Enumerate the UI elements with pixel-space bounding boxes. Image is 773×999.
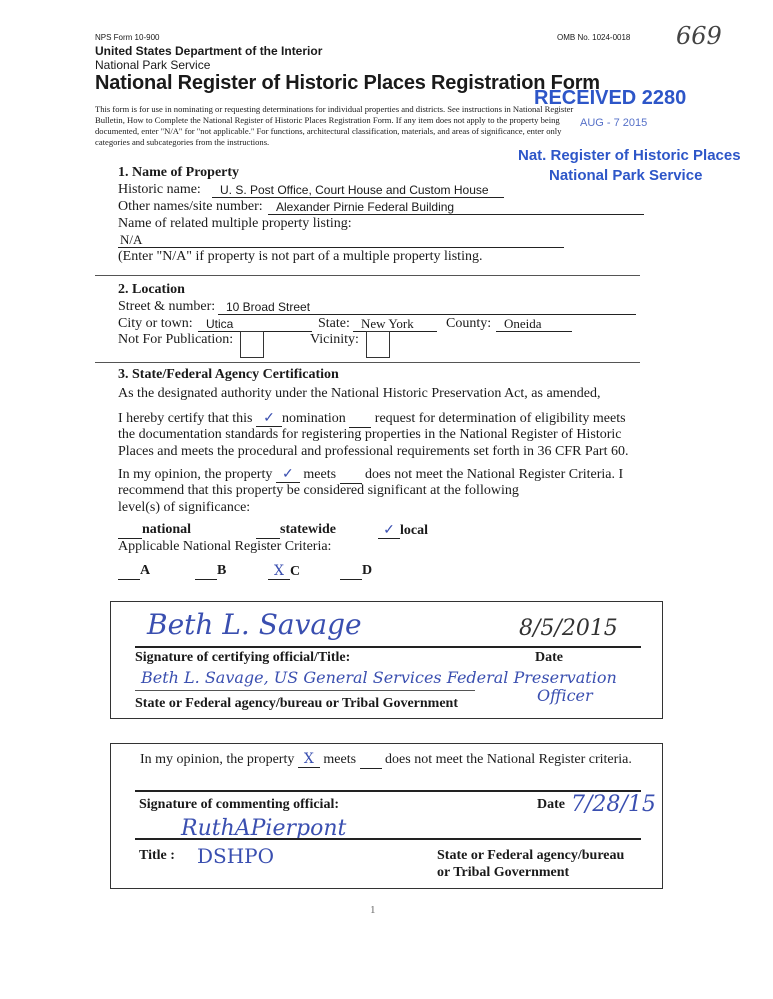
na-note: (Enter "N/A" if property is not part of a multiple property listing. bbox=[118, 249, 483, 264]
comment-opinion-text: In my opinion, the property bbox=[140, 752, 295, 767]
intro-line: Bulletin, How to Complete the National Register of Historic Places Registration Form. If any item does not apply to the property being bbox=[95, 115, 560, 125]
meets-text: meets bbox=[303, 467, 337, 482]
agency-name: National Park Service bbox=[95, 58, 211, 72]
street-label: Street & number: bbox=[118, 299, 216, 314]
title-line bbox=[135, 690, 475, 691]
opinion-line bbox=[118, 466, 623, 484]
commenting-signature-line bbox=[135, 838, 641, 840]
local-check[interactable]: ✓ bbox=[378, 522, 400, 539]
criterion-d bbox=[340, 563, 372, 580]
certifying-date-label: Date bbox=[535, 650, 563, 665]
vicinity-label: Vicinity: bbox=[310, 332, 359, 347]
statewide-blank[interactable] bbox=[256, 522, 280, 539]
level-national bbox=[118, 522, 191, 539]
commenting-agency-label: State or Federal agency/bureau bbox=[437, 848, 625, 863]
statewide-text: statewide bbox=[280, 522, 336, 537]
recommend-text: recommend that this property be considered significant at the following bbox=[118, 483, 519, 498]
signature-line bbox=[135, 646, 641, 648]
commenting-signature-label: Signature of commenting official: bbox=[139, 797, 339, 812]
state-label: State: bbox=[318, 316, 350, 331]
certify-text: I hereby certify that this bbox=[118, 411, 253, 426]
commenting-title-label: Title : bbox=[139, 848, 175, 863]
related-listing-label: Name of related multiple property listing: bbox=[118, 216, 352, 231]
city-field[interactable]: Utica bbox=[198, 317, 312, 332]
commenting-date-value[interactable]: 7/28/15 bbox=[571, 792, 656, 817]
handwritten-corner-number: 669 bbox=[676, 22, 722, 50]
request-text: request for determination of eligibility meets bbox=[374, 411, 626, 426]
certifying-date-value[interactable]: 8/5/2015 bbox=[519, 616, 618, 641]
local-text: local bbox=[400, 523, 428, 538]
department-name: United States Department of the Interior bbox=[95, 44, 323, 58]
commenting-title-value[interactable]: DSHPO bbox=[197, 844, 275, 868]
criterion-a-blank[interactable] bbox=[118, 563, 140, 580]
certifying-agency-label: State or Federal agency/bureau or Tribal Government bbox=[135, 696, 459, 711]
omb-number: OMB No. 1024-0018 bbox=[557, 33, 631, 42]
national-text: national bbox=[142, 522, 192, 537]
criterion-b bbox=[195, 563, 226, 580]
criterion-b-blank[interactable] bbox=[195, 563, 217, 580]
intro-line: documented, enter "N/A" for "not applicable." For functions, architectural classification, materials, and areas of significance, enter only bbox=[95, 126, 562, 136]
criterion-d-text: D bbox=[362, 563, 373, 578]
section-divider bbox=[95, 362, 640, 363]
county-label: County: bbox=[446, 316, 492, 331]
intro-text bbox=[95, 104, 573, 148]
request-blank[interactable] bbox=[349, 411, 371, 428]
certifying-title-value-cont[interactable]: Officer bbox=[537, 686, 593, 705]
section-1-heading: 1. Name of Property bbox=[118, 165, 240, 180]
meets-check[interactable]: ✓ bbox=[276, 466, 300, 483]
nomination-text: nomination bbox=[282, 411, 346, 426]
commenting-agency-label-cont: or Tribal Government bbox=[437, 865, 570, 880]
certifying-signature-box bbox=[110, 601, 663, 719]
section-3-heading: 3. State/Federal Agency Certification bbox=[118, 367, 339, 382]
national-blank[interactable] bbox=[118, 522, 142, 539]
commenting-official-box bbox=[110, 743, 663, 889]
stamp-register-name: Nat. Register of Historic Places bbox=[518, 147, 741, 164]
certifying-signature[interactable]: Beth L. Savage bbox=[147, 608, 362, 641]
related-listing-field[interactable]: N/A bbox=[118, 233, 564, 248]
section-divider bbox=[95, 275, 640, 276]
criterion-c-check[interactable]: X bbox=[268, 563, 290, 580]
city-label: City or town: bbox=[118, 316, 193, 331]
historic-name-field[interactable]: U. S. Post Office, Court House and Custom House bbox=[212, 183, 504, 198]
criterion-d-blank[interactable] bbox=[340, 563, 362, 580]
comment-opinion bbox=[140, 751, 632, 769]
comment-does-not-meet-text: does not meet the National Register criteria. bbox=[385, 752, 632, 767]
certifying-title-value[interactable]: Beth L. Savage, US General Services Federal Preservation bbox=[141, 668, 617, 687]
certify-text-3: Places and meets the procedural and professional requirements set forth in 36 CFR Part 60. bbox=[118, 444, 629, 459]
levels-label: level(s) of significance: bbox=[118, 500, 251, 515]
received-stamp: RECEIVED 2280 bbox=[534, 87, 687, 109]
comment-meets-text: meets bbox=[323, 752, 357, 767]
form-title: National Register of Historic Places Registration Form bbox=[95, 72, 600, 94]
does-not-meet-text: does not meet the National Register Criteria. I bbox=[365, 467, 624, 482]
commenting-signature[interactable]: RuthAPierpont bbox=[181, 816, 347, 841]
section-2-heading: 2. Location bbox=[118, 282, 185, 297]
not-for-publication-checkbox[interactable] bbox=[240, 331, 264, 358]
stamp-service-name: National Park Service bbox=[549, 167, 703, 184]
certify-line bbox=[118, 410, 626, 428]
comment-does-not-meet-blank[interactable] bbox=[360, 752, 382, 769]
certifying-signature-label: Signature of certifying official/Title: bbox=[135, 650, 351, 665]
criterion-c bbox=[268, 563, 300, 580]
criterion-c-text: C bbox=[290, 564, 301, 579]
intro-line: categories and subcategories from the instructions. bbox=[95, 137, 270, 147]
other-names-label: Other names/site number: bbox=[118, 199, 263, 214]
comment-divider bbox=[135, 790, 641, 792]
level-statewide bbox=[256, 522, 336, 539]
county-field[interactable]: Oneida bbox=[496, 317, 572, 332]
intro-line: This form is for use in nominating or requesting determinations for individual properties and districts. See instructions in National Register bbox=[95, 104, 574, 114]
street-field[interactable]: 10 Broad Street bbox=[218, 300, 636, 315]
page-number: 1 bbox=[370, 904, 376, 916]
commenting-date-label: Date bbox=[537, 797, 565, 812]
nomination-check[interactable]: ✓ bbox=[256, 410, 282, 427]
does-not-meet-blank[interactable] bbox=[340, 467, 362, 484]
criteria-label: Applicable National Register Criteria: bbox=[118, 539, 332, 554]
other-names-field[interactable]: Alexander Pirnie Federal Building bbox=[268, 200, 644, 215]
authority-text: As the designated authority under the National Historic Preservation Act, as amended, bbox=[118, 386, 601, 401]
level-local bbox=[378, 522, 428, 539]
vicinity-checkbox[interactable] bbox=[366, 331, 390, 358]
form-number: NPS Form 10-900 bbox=[95, 33, 160, 42]
historic-name-label: Historic name: bbox=[118, 182, 201, 197]
opinion-text: In my opinion, the property bbox=[118, 467, 273, 482]
criterion-b-text: B bbox=[217, 563, 227, 578]
criterion-a-text: A bbox=[140, 563, 151, 578]
not-for-publication-label: Not For Publication: bbox=[118, 332, 234, 347]
comment-meets-check[interactable]: X bbox=[298, 751, 320, 768]
criterion-a bbox=[118, 563, 150, 580]
received-stamp-date: AUG - 7 2015 bbox=[580, 117, 648, 129]
state-field[interactable]: New York bbox=[353, 317, 437, 332]
certify-text-2: the documentation standards for registering properties in the National Register of Historic bbox=[118, 427, 622, 442]
